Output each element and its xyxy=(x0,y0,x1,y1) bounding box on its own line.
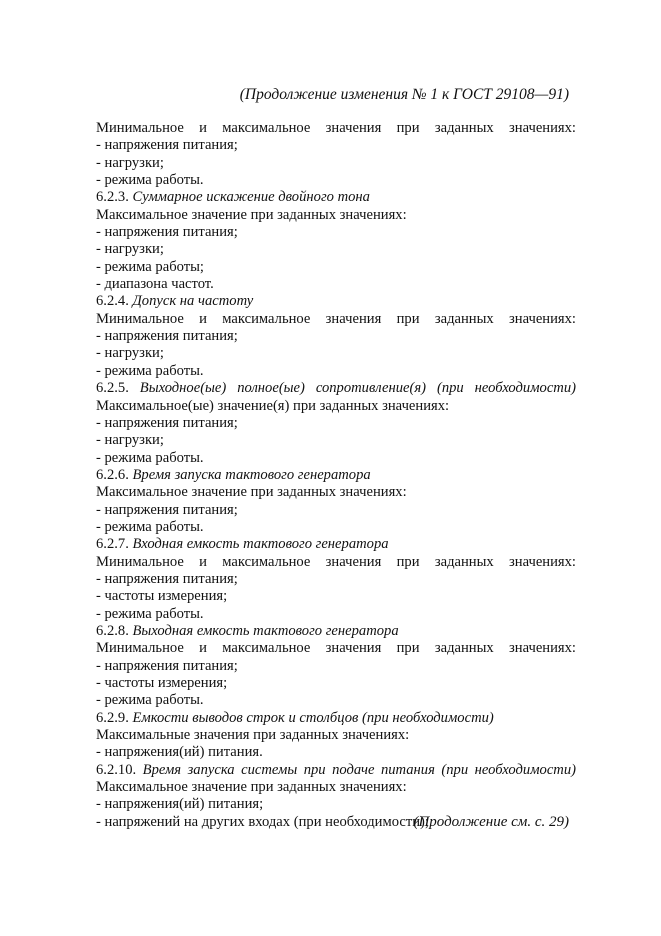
list-item: - напряжений на других входах (при необходимости); xyxy=(96,813,429,830)
list-item: - напряжения питания; xyxy=(96,414,238,431)
section-heading xyxy=(96,189,576,206)
list-item: - нагрузки; xyxy=(96,432,164,449)
list-item: - напряжения питания; xyxy=(96,137,238,154)
section-number: 6.2.8. xyxy=(96,622,129,639)
page-footer: (Продолжение см. с. 29) xyxy=(413,814,569,830)
list-item: - режима работы. xyxy=(96,172,204,189)
list-item: - режима работы. xyxy=(96,449,204,466)
list-item: - частоты измерения; xyxy=(96,588,228,605)
body-text: Максимальное значение при заданных значениях: xyxy=(96,206,407,223)
body-text: Максимальное значение при заданных значениях: xyxy=(96,484,407,501)
list-item: - напряжения питания; xyxy=(96,570,238,587)
list-item: - напряжения(ий) питания. xyxy=(96,744,263,761)
list-item: - нагрузки; xyxy=(96,154,164,171)
section-heading xyxy=(96,536,576,553)
section-title: Входная емкость тактового генератора xyxy=(132,536,389,553)
section-number: 6.2.7. xyxy=(96,536,129,553)
list-item: - напряжения питания; xyxy=(96,328,238,345)
section-heading xyxy=(96,710,576,727)
body-text: Минимальное и максимальное значения при заданных значениях: xyxy=(96,553,576,570)
section-number: 6.2.9. xyxy=(96,709,129,726)
section-heading xyxy=(96,467,576,484)
section-number: 6.2.10. xyxy=(96,761,137,778)
list-item: - режима работы. xyxy=(96,362,204,379)
section-number: 6.2.6. xyxy=(96,466,129,483)
list-item: - режима работы. xyxy=(96,605,204,622)
section-title: Допуск на частоту xyxy=(132,293,254,310)
section-heading xyxy=(96,623,576,640)
body-text: Минимальное и максимальное значения при заданных значениях: xyxy=(96,310,576,327)
document-body xyxy=(96,120,576,831)
section-heading xyxy=(96,762,576,779)
list-item: - напряжения питания; xyxy=(96,501,238,518)
section-title: Выходная емкость тактового генератора xyxy=(132,622,399,639)
list-item: - режима работы. xyxy=(96,692,204,709)
list-item: - диапазона частот. xyxy=(96,276,214,293)
list-item: - напряжения(ий) питания; xyxy=(96,796,264,813)
section-number: 6.2.5. xyxy=(96,380,129,397)
list-item: - режима работы; xyxy=(96,258,204,275)
section-title: Время запуска тактового генератора xyxy=(132,466,371,483)
section-heading xyxy=(96,380,576,397)
body-text: Максимальное значение при заданных значениях: xyxy=(96,779,407,796)
list-item: - нагрузки; xyxy=(96,345,164,362)
body-text: Минимальное и максимальное значения при заданных значениях: xyxy=(96,640,576,657)
section-title: Суммарное искажение двойного тона xyxy=(132,189,370,206)
section-title: Время запуска системы при подаче питания (при необходимости) xyxy=(142,761,576,778)
list-item: - частоты измерения; xyxy=(96,675,228,691)
body-text: Максимальные значения при заданных значениях: xyxy=(96,727,410,744)
section-number: 6.2.3. xyxy=(96,189,129,206)
list-item: - напряжения питания; xyxy=(96,657,238,674)
list-item: - нагрузки; xyxy=(96,241,164,258)
section-title: Выходное(ые) полное(ые) сопротивление(я) (при необходимости) xyxy=(139,380,576,397)
section-title: Емкости выводов строк и столбцов (при необходимости) xyxy=(132,709,494,726)
list-item: - режима работы. xyxy=(96,518,204,535)
page-header: (Продолжение изменения № 1 к ГОСТ 29108—91) xyxy=(239,86,569,103)
section-heading xyxy=(96,293,576,310)
body-text: Максимальное(ые) значение(я) при заданных значениях: xyxy=(96,397,450,414)
section-number: 6.2.4. xyxy=(96,293,129,310)
list-item: - напряжения питания; xyxy=(96,224,238,241)
body-text: Минимальное и максимальное значения при заданных значениях: xyxy=(96,120,576,136)
